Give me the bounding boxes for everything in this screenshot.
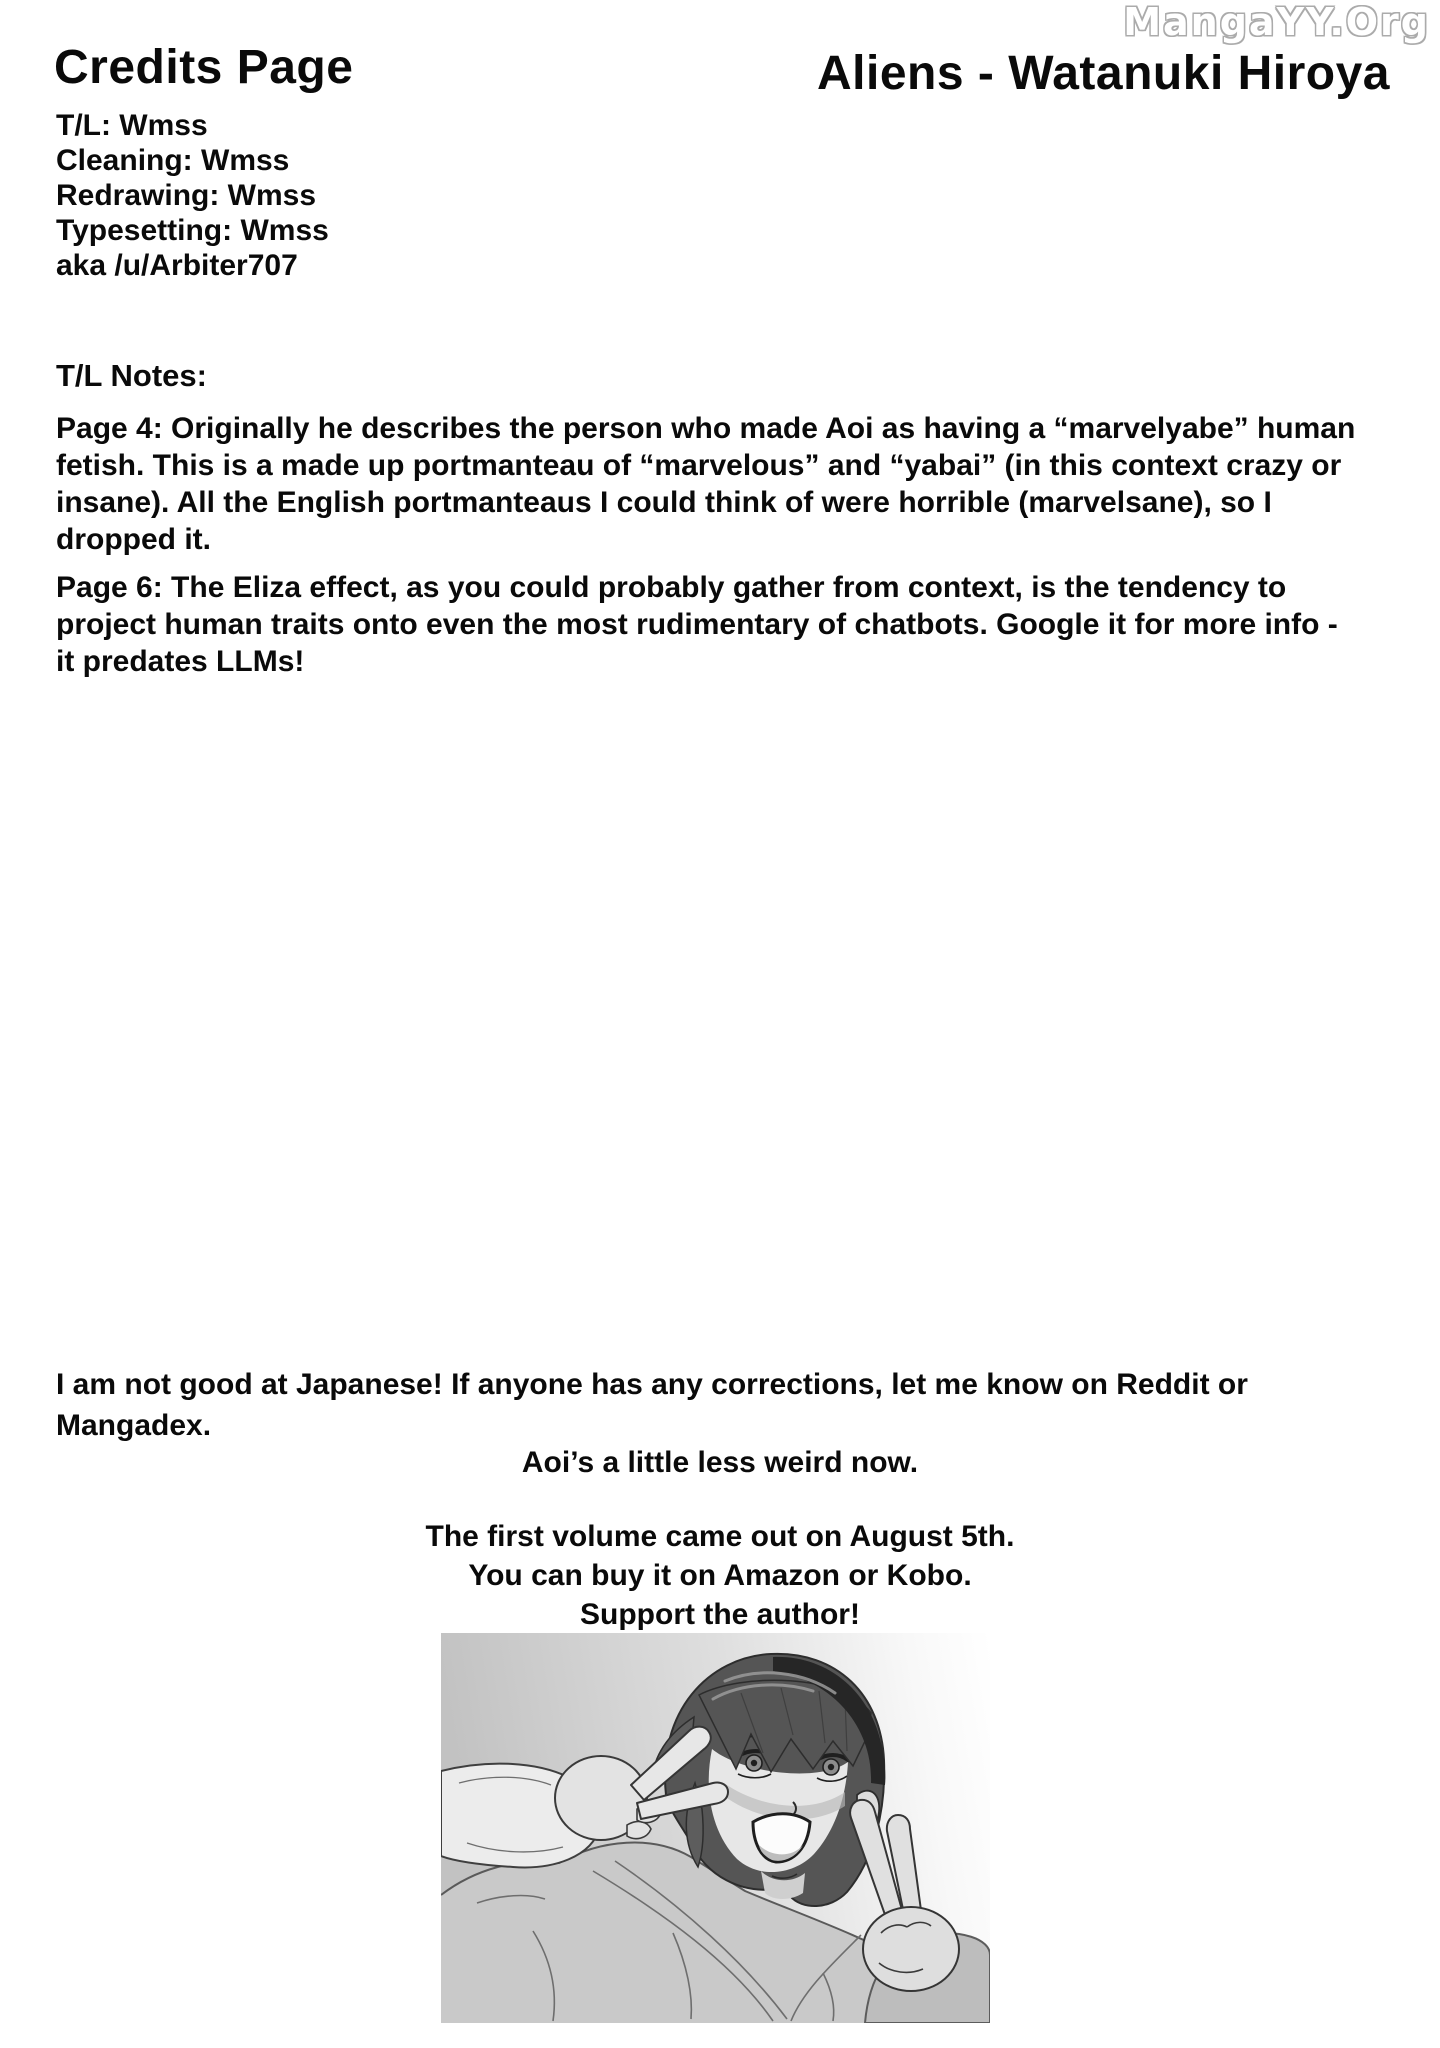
credit-line-redrawing: Redrawing: Wmss <box>56 179 317 212</box>
tl-notes-heading: T/L Notes: <box>56 358 207 393</box>
manga-illustration <box>441 1633 990 2023</box>
corrections-note: I am not good at Japanese! If anyone has any corrections, let me know on Reddit or Mangadex. <box>56 1368 1248 1442</box>
credit-line-tl: T/L: Wmss <box>56 109 208 142</box>
manga-illustration-art <box>441 1633 990 2023</box>
volume-release-line: The first volume came out on August 5th. <box>425 1520 1015 1553</box>
page-title: Credits Page <box>54 41 354 94</box>
credits-list <box>56 108 329 283</box>
tl-notes-body <box>56 410 1356 691</box>
credit-line-cleaning: Cleaning: Wmss <box>56 144 290 177</box>
credit-line-alias: aka /u/Arbiter707 <box>56 249 298 282</box>
series-title: Aliens - Watanuki Hiroya <box>817 47 1390 100</box>
aoi-note: Aoi’s a little less weird now. <box>521 1446 919 1479</box>
tl-note-page4: Page 4: Originally he describes the person who made Aoi as having a “marvelyabe” human fetish. This is a made up portmanteau of “marvelous” and “yabai” (in this context crazy or insane). All the English portmanteaus I could think of were horrible (marvelsane), so I dropped it. <box>56 412 1356 556</box>
tl-note-page6: Page 6: The Eliza effect, as you could probably gather from context, is the tendency to project human traits onto even the most rudimentary of chatbots. Google it for more info - it predates LLMs! <box>56 571 1338 678</box>
volume-buy-line: You can buy it on Amazon or Kobo. <box>468 1559 972 1592</box>
volume-announcement <box>0 1517 1440 1634</box>
site-watermark: MangaYY.Org <box>1123 0 1430 44</box>
credit-line-typesetting: Typesetting: Wmss <box>56 214 329 247</box>
volume-support-line: Support the author! <box>580 1598 860 1631</box>
